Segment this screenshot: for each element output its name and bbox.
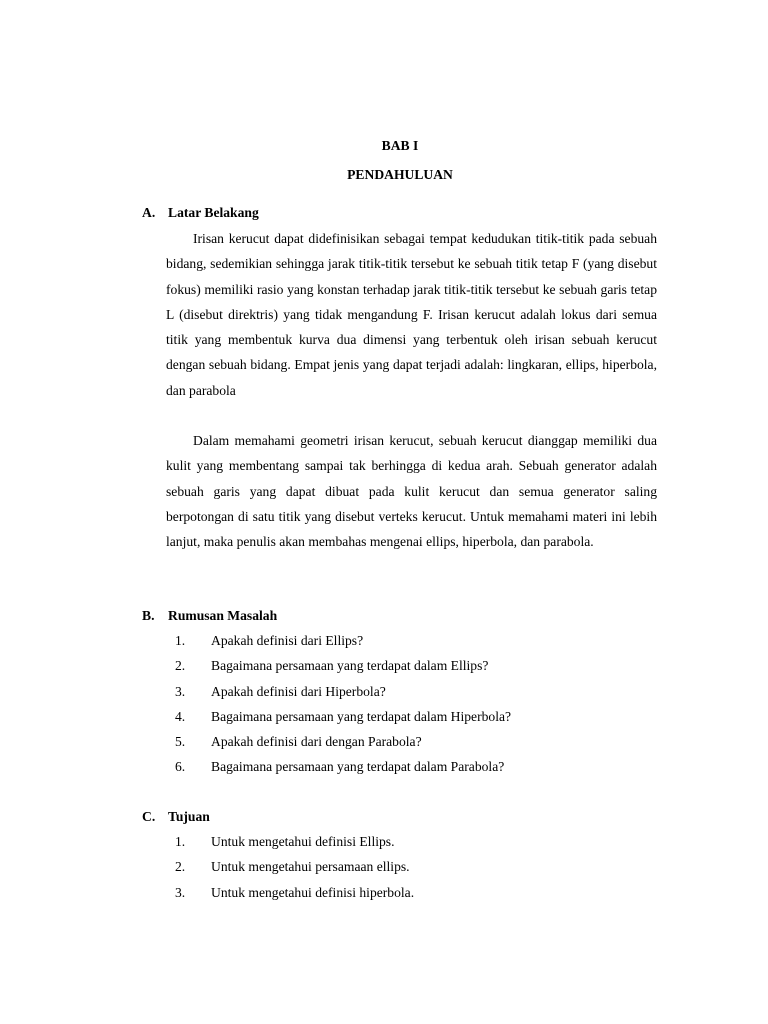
chapter-title: PENDAHULUAN: [347, 167, 453, 182]
chapter-number: BAB I: [381, 138, 419, 153]
list-text: Bagaimana persamaan yang terdapat dalam Hiperbola?: [211, 708, 512, 724]
section-c-title: Tujuan: [168, 809, 210, 824]
section-a-paragraph-2: Dalam memahami geometri irisan kerucut, sebuah kerucut dianggap memiliki dua kulit yang membentang sampai tak berhingga di kedua arah. Sebuah generator adalah sebuah garis yang dapat dibuat pada kulit kerucut dan semua generator saling berpotongan di satu titik yang disebut verteks kerucut. Untuk memahami materi ini lebih lanjut, maka penulis akan membahas mengenai ellips, hiperbola, dan parabola.: [166, 433, 657, 550]
list-item: [175, 859, 414, 884]
list-number: 5.: [175, 734, 186, 750]
list-item: [175, 633, 511, 658]
section-b-letter: B.: [142, 608, 155, 623]
section-a-title: Latar Belakang: [168, 205, 259, 220]
list-item: [175, 734, 511, 759]
list-number: 3.: [175, 884, 186, 900]
list-text: Untuk mengetahui definisi hiperbola.: [211, 884, 415, 900]
section-a-letter: A.: [142, 205, 156, 220]
section-b-heading: [142, 608, 277, 624]
list-item: [175, 658, 511, 683]
list-text: Untuk mengetahui definisi Ellips.: [211, 834, 395, 849]
list-text: Untuk mengetahui persamaan ellips.: [211, 859, 410, 875]
list-item: [175, 684, 511, 709]
objective-list: [175, 834, 414, 910]
list-item: [175, 834, 414, 859]
list-number: 2.: [175, 658, 186, 674]
section-a-heading: [142, 205, 259, 221]
list-text: Apakah definisi dari dengan Parabola?: [211, 734, 422, 750]
list-item: [175, 759, 511, 784]
section-b-title: Rumusan Masalah: [168, 608, 278, 623]
section-c-heading: [142, 809, 210, 825]
list-number: 1.: [175, 834, 186, 849]
section-c-letter: C.: [142, 809, 156, 824]
list-text: Bagaimana persamaan yang terdapat dalam Ellips?: [211, 658, 489, 674]
list-number: 1.: [175, 633, 186, 648]
list-item: [175, 709, 511, 734]
list-item: [175, 885, 414, 910]
list-text: Apakah definisi dari Hiperbola?: [211, 683, 386, 699]
list-number: 3.: [175, 683, 186, 699]
problem-list: [175, 633, 511, 785]
list-number: 2.: [175, 859, 186, 875]
section-a-paragraph-1: Irisan kerucut dapat didefinisikan sebagai tempat kedudukan titik-titik pada sebuah bidang, sedemikian sehingga jarak titik-titik tersebut ke sebuah titik tetap F (yang disebut fokus) memiliki rasio yang konstan terhadap jarak titik-titik tersebut ke sebuah garis tetap L (disebut direktris) yang tidak mengandung F. Irisan kerucut adalah lokus dari semua titik yang membentuk kurva dua dimensi yang terbentuk oleh irisan sebuah kerucut dengan sebuah bidang. Empat jenis yang dapat terjadi adalah: lingkaran, ellips, hiperbola, dan parabola: [166, 231, 657, 398]
list-number: 4.: [175, 708, 186, 724]
list-number: 6.: [175, 759, 186, 775]
list-text: Apakah definisi dari Ellips?: [211, 633, 364, 648]
list-text: Bagaimana persamaan yang terdapat dalam Parabola?: [211, 759, 505, 775]
